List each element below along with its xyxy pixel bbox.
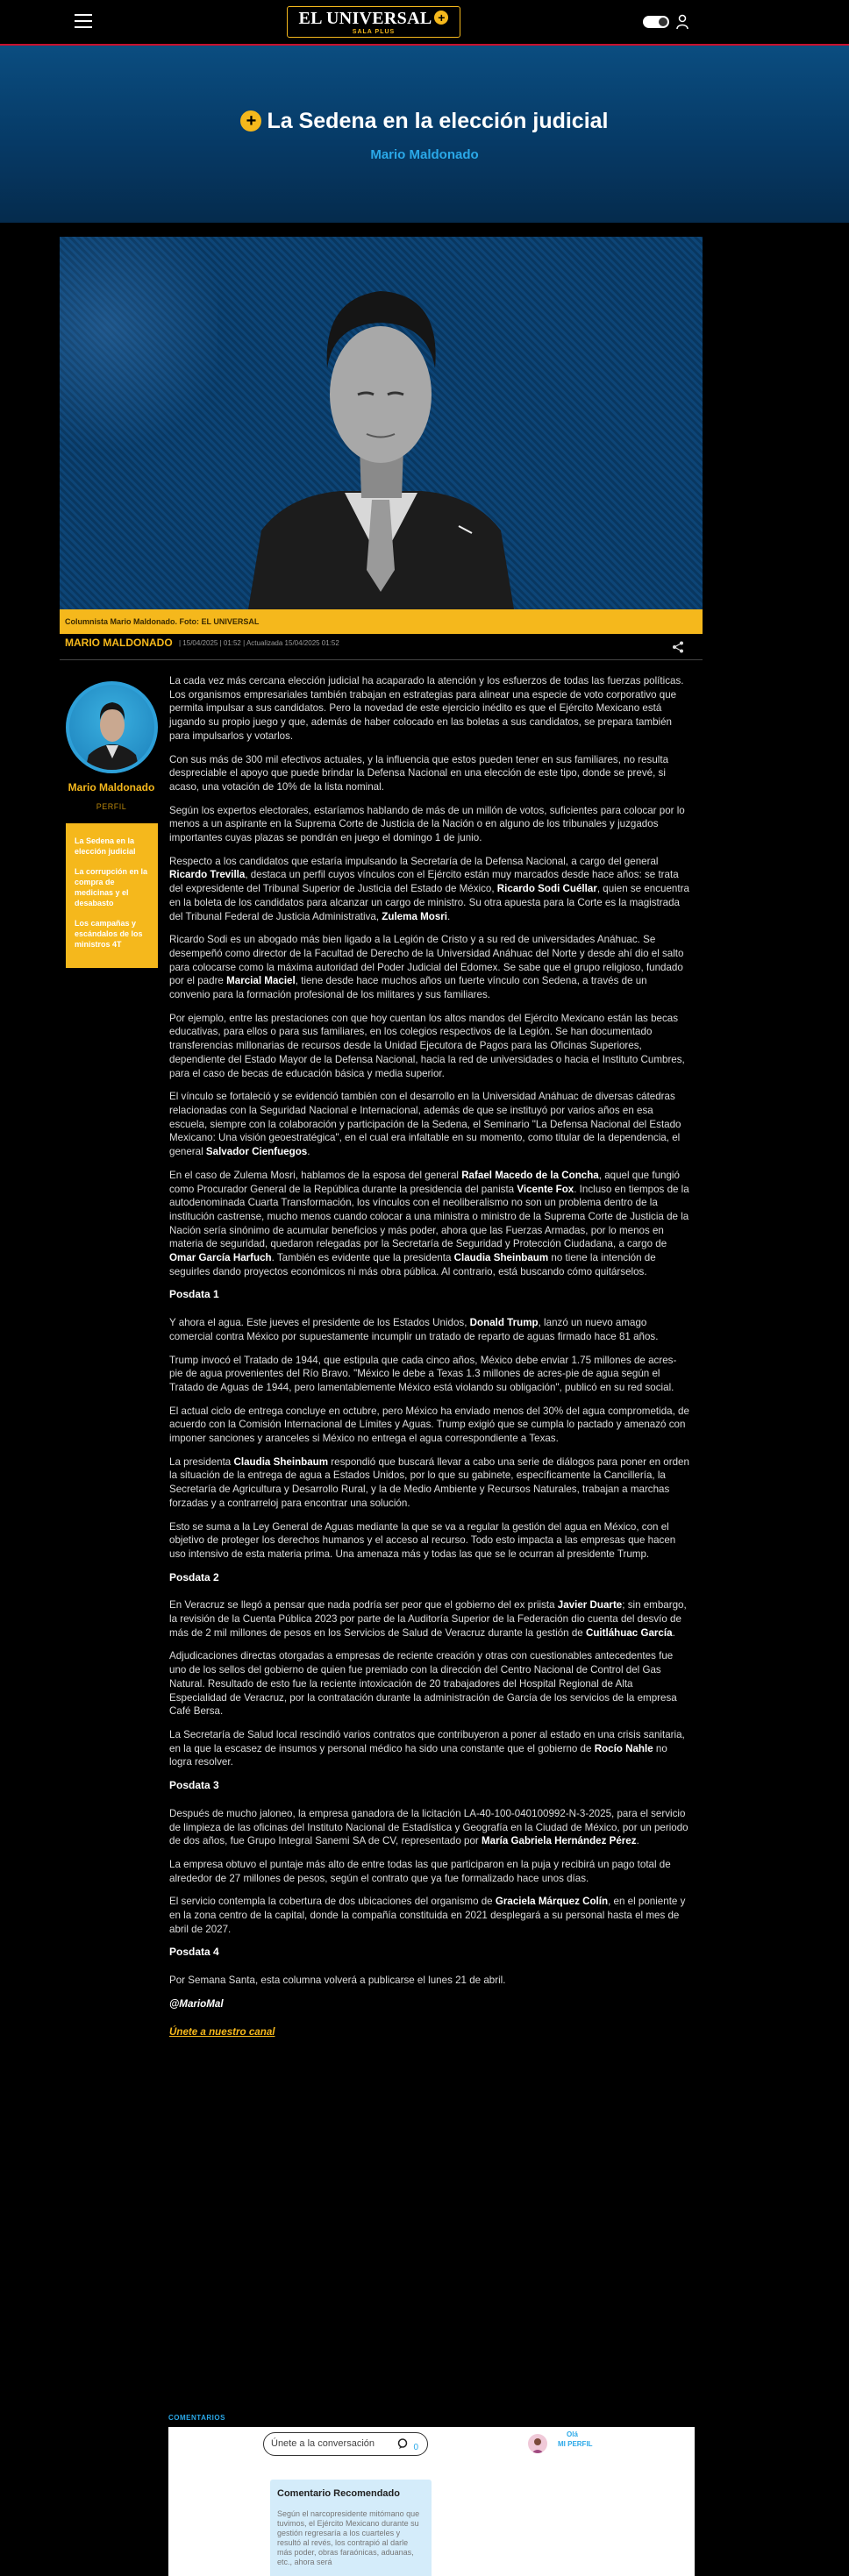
- paragraph: En Veracruz se llegó a pensar que nada podría ser peor que el gobierno del ex priista Javier Duarte; sin embargo, la revisión de la Cuenta Pública 2023 por parte de la Auditoría Superior de la Federación dio cuenta del desvío de más de 2 mil millones de pesos en los Servicios de Salud de Veracruz durante la gestión de Cuitláhuac García.: [169, 1599, 687, 1639]
- paragraph: Con sus más de 300 mil efectivos actuales, y la influencia que estos pueden tener en sus familiares, no resulta despreciable el apoyo que puede brindar la Defensa Nacional en una elección de este tipo, donde se prevé, si acaso, una votación de 10% de la lista nominal.: [169, 753, 669, 793]
- paragraph: Adjudicaciones directas otorgadas a empresas de reciente creación y otras con cuestionables antecedentes fue uno de los sellos del gobierno de quien fue premiado con la dirección del Centro Nacional de Control del Gas Natural. Resultado de esto fue la reciente intoxicación de 20 trabajadores del Hospital Regional de Alta Especialidad de Veracruz, por la contratación durante la administración de García de los servicios de la empresa Café Bersa.: [169, 1650, 677, 1718]
- user-icon[interactable]: [676, 14, 688, 30]
- join-channel-link[interactable]: Únete a nuestro canal: [169, 2025, 275, 2038]
- person-name: Claudia Sheinbaum: [453, 1252, 549, 1264]
- logo-subtitle: SALA PLUS: [352, 29, 396, 35]
- comment-input-placeholder: Únete a la conversación: [271, 2438, 375, 2449]
- plus-badge-icon: +: [240, 110, 261, 132]
- logo-plus-badge: +: [434, 11, 448, 25]
- paragraph: En el caso de Zulema Mosri, hablamos de la esposa del general Rafael Macedo de la Concha, aquel que fungió como Procurador General de la República durante la presidencia del panista Vicente Fox. Incluso en tiempos de la autodenominada Cuarta Transformación, los vínculos con el neoliberalismo no son un problema dentro de la institución castrense, mucho menos cuando colocar a una ministra o ministro de la Suprema Corte de Justicia de la Nación sería sinónimo de acumular beneficios y más poder, ahora que las Fuerzas Armadas, por lo menos en materia de seguridad, quedaron relegadas por la Secretaría de Seguridad y Protección Ciudadana, a cargo de Omar García Harfuch. También es evidente que la presidenta Claudia Sheinbaum no tiene la intención de seguirles dando proyectos económicos ni más obra pública. Al contrario, está buscando cómo quitárselos.: [169, 1169, 689, 1277]
- related-columns: [66, 823, 158, 968]
- posdata-heading: Posdata 4: [169, 1946, 219, 1959]
- person-name: Zulema Mosri: [382, 910, 448, 922]
- sidebar-author-name[interactable]: Mario Maldonado: [68, 781, 155, 793]
- paragraph: La cada vez más cercana elección judicial ha acaparado la atención y los esfuerzos de todas las fuerzas políticas. Los organismos empresariales también trabajan en estrategias para alinear una especie de voto corporativo que permita impulsar a sus candidatos. Pero la novedad de este ejercicio inédito es que el Ejército Mexicano está jugando su propio juego y que, además de haber colocado en las boletas a sus candidatos, se prepara también para impulsarlos y votarlos.: [169, 675, 684, 742]
- comment-bubble-icon: [397, 2438, 408, 2449]
- sidebar-profile-label[interactable]: PERFIL: [96, 802, 127, 811]
- article-title-text: La Sedena en la elección judicial: [267, 109, 609, 133]
- person-name: Rocío Nahle: [594, 1742, 653, 1754]
- related-column-link[interactable]: La Sedena en la elección judicial: [75, 836, 136, 856]
- paragraph: El actual ciclo de entrega concluye en octubre, pero México ha enviado menos del 30% del agua comprometida, de acuerdo con la Comisión Internacional de Límites y Aguas. Trump exigió que se cumpla lo pactado y amenazó con imponer sanciones y aranceles si México no entrega el agua correspondiente a Texas.: [169, 1405, 689, 1445]
- person-name: Vicente Fox: [517, 1183, 574, 1195]
- person-name: Omar García Harfuch: [169, 1252, 272, 1264]
- columnist-portrait: [60, 237, 703, 609]
- profile-area[interactable]: [528, 2430, 616, 2457]
- my-profile-link[interactable]: MI PERFIL: [558, 2440, 593, 2448]
- person-name: Donald Trump: [469, 1317, 539, 1329]
- hero-author-name[interactable]: Mario Maldonado: [370, 147, 479, 162]
- article-body: [169, 674, 689, 2048]
- related-column-link[interactable]: La corrupción en la compra de medicinas y el desabasto: [75, 867, 148, 907]
- posdata-heading: Posdata 2: [169, 1570, 219, 1583]
- menu-icon[interactable]: [75, 14, 92, 28]
- person-name: Rafael Macedo de la Concha: [461, 1169, 599, 1181]
- meta-date: | 15/04/2025 | 01:52 | Actualizada 15/04/2025 01:52: [179, 639, 339, 647]
- person-name: María Gabriela Hernández Pérez: [482, 1835, 637, 1847]
- paragraph: La Secretaría de Salud local rescindió varios contratos que contribuyeron a poner al estado en una crisis sanitaria, en la que la escasez de insumos y personal médico ha sido una constante que el gobierno de Rocío Nahle no logra resolver.: [169, 1729, 685, 1768]
- person-name: Graciela Márquez Colín: [495, 1896, 609, 1908]
- recommended-comment-text: Según el narcopresidente mitómano que tuvimos, el Ejército Mexicano durante su gestión regresaría a los cuarteles y resultó al revés, los contrapió al darle más poder, obras faraónicas, aduanas, etc., ahora será: [277, 2509, 420, 2566]
- comment-input[interactable]: [263, 2432, 428, 2456]
- paragraph: La empresa obtuvo el puntaje más alto de entre todas las que participaron en la puja y recibirá un pago total de alrededor de 27 millones de pesos, según el contrato que ya fue formalizado hace unos días.: [169, 1858, 671, 1884]
- paragraph: Por Semana Santa, esta columna volverá a publicarse el lunes 21 de abril.: [169, 1975, 506, 1987]
- comment-count: 0: [413, 2443, 418, 2452]
- paragraph: Después de mucho jaloneo, la empresa ganadora de la licitación LA-40-100-040100992-N-3-2025, para el servicio de limpieza de las oficinas del Instituto Nacional de Estadística y Geografía en la Ciudad de México, por un periodo de dos años, fue Grupo Integral Sanemi SA de CV, representado por María Gabriela Hernández Pérez.: [169, 1807, 688, 1847]
- article-content: [0, 660, 849, 2414]
- paragraph: El vínculo se fortaleció y se evidenció también con el desarrollo en la Universidad Anáhuac de diversas cátedras relacionadas con la Seguridad Nacional e Internacional, además de que se instituyó por varios años en esa escuela, siempre con la colaboración y participación de la Sedena, el Seminario "La Defensa Nacional del Estado Mexicano: Una visión geoestratégica", en el cual era infaltable en su momento, como titular de la dependencia, el general Salvador Cienfuegos.: [169, 1091, 681, 1158]
- profile-greeting: Olá: [567, 2430, 578, 2438]
- theme-toggle[interactable]: [643, 16, 669, 28]
- person-name: Ricardo Sodi Cuéllar: [496, 883, 597, 895]
- paragraph: Ricardo Sodi es un abogado más bien ligado a la Legión de Cristo y a su red de universidades Anáhuac. Se desempeñó como director de la Facultad de Derecho de la Universidad Anáhuac del Norte y desde ahí dio el salto para colocarse como la máxima autoridad del Poder Judicial del Edomex. Se sabe que el grupo religioso, fundado por el padre Marcial Maciel, tiene desde hace muchos años un fuerte vínculo con Sedena, a través de un convenio para la formación profesional de los militares y sus familiares.: [169, 934, 684, 1001]
- person-name: Claudia Sheinbaum: [233, 1455, 329, 1468]
- person-name: Salvador Cienfuegos: [205, 1146, 308, 1158]
- paragraph: El servicio contempla la cobertura de dos ubicaciones del organismo de Graciela Márquez Colín, en el poniente y en la zona centro de la capital, donde la compañía constituida en 2021 desplegará a su personal hasta el mes de abril de 2027.: [169, 1896, 686, 1935]
- paragraph: Trump invocó el Tratado de 1944, que estipula que cada cinco años, México debe enviar 1.75 millones de acres-pie de agua provenientes del Río Bravo. "México le debe a Texas 1.3 millones de acres-pie de agua según el Tratado de Aguas de 1944, pero lamentablemente México está violando su obligación", publicó en su red social.: [169, 1354, 677, 1393]
- author-avatar[interactable]: [66, 681, 158, 773]
- profile-avatar[interactable]: [528, 2434, 547, 2453]
- share-icon[interactable]: [672, 641, 684, 653]
- comments-title: COMENTARIOS: [168, 2414, 225, 2422]
- posdata-heading: Posdata 3: [169, 1779, 219, 1792]
- site-logo[interactable]: [287, 6, 460, 38]
- comments-box: [168, 2427, 695, 2576]
- recommended-comment-title: Comentario Recomendado: [277, 2488, 400, 2499]
- person-name: Javier Duarte: [557, 1599, 623, 1612]
- twitter-handle[interactable]: @MarioMal: [169, 1997, 224, 2010]
- columnist-photo: [60, 237, 703, 634]
- comments-section: [168, 2414, 695, 2576]
- paragraph: Y ahora el agua. Este jueves el presidente de los Estados Unidos, Donald Trump, lanzó un nuevo amago comercial contra México por supuestamente incumplir un tratado de reparto de aguas firmado hace 81 años.: [169, 1317, 659, 1342]
- author-sidebar: [62, 681, 161, 968]
- top-navigation-bar: [0, 0, 849, 46]
- meta-author[interactable]: MARIO MALDONADO: [65, 637, 173, 649]
- paragraph: La presidenta Claudia Sheinbaum respondió que buscará llevar a cabo una serie de diálogos para poner en orden la situación de la entrega de agua a Estados Unidos, por lo que su gabinete, específicamente la Cancillería, la Secretaría de Agricultura y Desarrollo Rural, y la de Medio Ambiente y Recursos Naturales, trabajan a marchas forzadas y a contrarreloj para encontrar una solución.: [169, 1455, 689, 1509]
- paragraph: Respecto a los candidatos que estaría impulsando la Secretaría de la Defensa Nacional, a cargo del general Ricardo Trevilla, destaca un perfil cuyos vínculos con el Ejército están muy marcados desde hace años: se trata del expresidente del Tribunal Superior de Justicia del Estado de México, Ricardo Sodi Cuéllar, quien se encuentra en la boleta de los candidatos para alcanzar un cargo de ministro. Su otra apuesta para la Corte es la magistrada del Tribunal Federal de Justicia Administrativa, Zulema Mosri.: [169, 855, 689, 922]
- person-name: Marcial Maciel: [226, 975, 296, 987]
- photo-caption: Columnista Mario Maldonado. Foto: EL UNIVERSAL: [60, 609, 703, 634]
- person-name: Ricardo Trevilla: [169, 869, 246, 881]
- article-hero: [0, 46, 849, 223]
- related-column-link[interactable]: Los campañas y escándalos de los ministros 4T: [75, 919, 143, 949]
- article-title: [0, 107, 849, 135]
- logo-text: EL UNIVERSAL: [298, 9, 432, 28]
- article-meta: [60, 634, 703, 660]
- paragraph: Según los expertos electorales, estaríamos hablando de más de un millón de votos, suficientes para colocar por lo menos a un aspirante en la Suprema Corte de Justicia de la Nación o en alguno de los tribunales y juzgados importantes cuyas plazas se pondrán en juego el domingo 1 de junio.: [169, 804, 685, 844]
- person-name: Cuitláhuac García: [585, 1626, 673, 1639]
- paragraph: Esto se suma a la Ley General de Aguas mediante la que se va a regular la gestión del agua en México, con el objetivo de proteger los derechos humanos y el acceso al recurso. Todo esto impacta a las empresas que hacen uso intensivo de esta materia prima. Una amenaza más y todas las que se le ocurran al presidente Trump.: [169, 1520, 676, 1560]
- posdata-heading: Posdata 1: [169, 1288, 219, 1301]
- recommended-comment[interactable]: [270, 2480, 432, 2576]
- paragraph: Por ejemplo, entre las prestaciones con que hoy cuentan los altos mandos del Ejército Mexicano están las becas educativas, para ellos o para sus familiares, en los colegios respectivos de la Legión. Se han documentado transferencias millonarias de recursos desde la Unidad Ejecutora de Pagos para las Oficinas Superiores, dependiente del Estado Mayor de la Defensa Nacional, hacia la red de universidades o hacia el Instituto Cumbres, para el caso de becas de educación básica y media superior.: [169, 1012, 685, 1079]
